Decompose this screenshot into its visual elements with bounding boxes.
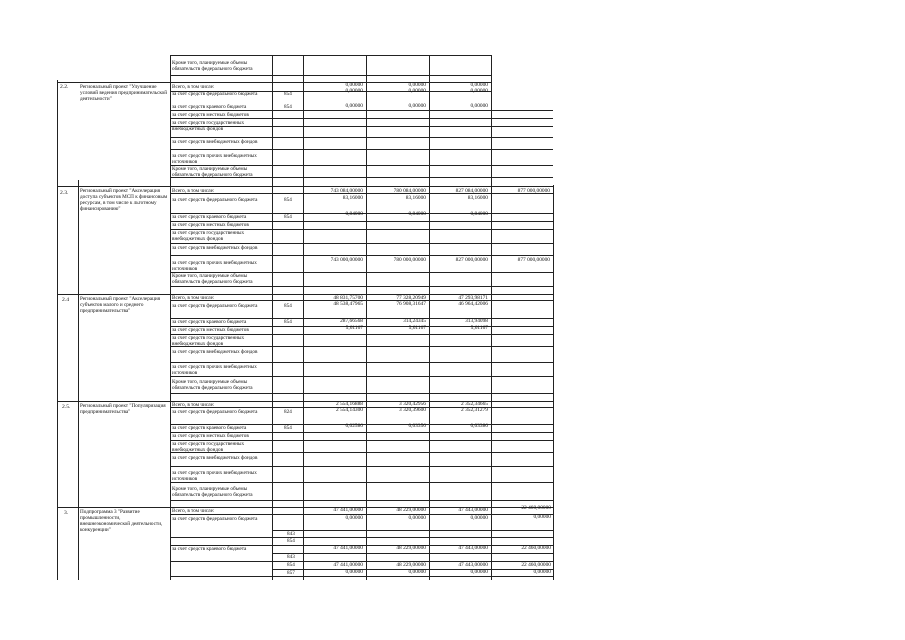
project-title: Региональный проект "Улучшение условий ведения предпринимательской деятельности" (80, 84, 168, 102)
value-cell: 313,94098 (465, 318, 488, 324)
value-cell: 46 964,42006 (458, 301, 488, 307)
label-regional: за счет средств краевого бюджета (172, 214, 247, 220)
value-cell: 0,00000 (345, 103, 363, 109)
value-cell: 0,00000 (408, 103, 426, 109)
label-obligations: Кроме того, планируемые объемы обязательств федерального бюджета (172, 166, 253, 178)
value-cell: 48 229,00000 (396, 507, 426, 513)
value-cell: 3 320,42956 (399, 401, 426, 407)
table-col-divider-y4 (553, 185, 554, 580)
label-regional: за счет средств краевого бюджета (172, 425, 247, 431)
row-rule (170, 255, 553, 256)
value-cell: 0,84000 (345, 211, 363, 217)
row-rule (170, 55, 491, 56)
value-cell: 287,66568 (340, 318, 363, 324)
value-cell: 743 084,00000 (330, 188, 363, 194)
label-local: за счет средств местных бюджетов (172, 433, 249, 439)
value-cell: 743 000,00000 (330, 257, 363, 263)
budget-code: 824 (284, 409, 292, 415)
value-cell: 83,16000 (342, 195, 363, 201)
label-state-funds: за счет средств государственных внебюджетных фондов (172, 120, 245, 132)
label-total: Всего, в том числе: (172, 295, 215, 301)
value-cell: 2 352,34665 (461, 401, 488, 407)
value-cell: 0,00000 (345, 82, 363, 88)
row-rule (170, 286, 553, 287)
label-federal: за счет средств федерального бюджета (172, 303, 258, 309)
row-number: 2.4 (62, 297, 69, 303)
label-federal: за счет средств федерального бюджета (172, 409, 258, 415)
value-cell: 780 000,00000 (393, 257, 426, 263)
value-cell: 0,00000 (408, 515, 426, 521)
project-title: Региональный проект "Акселерация доступа субъектов МСП к финансовым ресурсам, в том числе к льготному финансированию" (80, 188, 168, 212)
budget-code: 854 (284, 91, 292, 97)
row-rule (170, 393, 553, 394)
value-cell: 0,00000 (533, 514, 551, 520)
value-cell: 48 831,75700 (333, 295, 363, 301)
value-cell: 877 000,00000 (517, 257, 550, 263)
label-state-funds: за счет средств государственных внебюджетных фондов (172, 230, 245, 242)
label-state-funds: за счет средств государственных внебюджетных фондов (172, 441, 245, 453)
label-local: за счет средств местных бюджетов (172, 112, 249, 118)
table-border-left (57, 80, 58, 580)
value-cell: 0,00000 (470, 88, 488, 94)
row-rule (170, 137, 553, 138)
budget-code: 854 (284, 425, 292, 431)
row-rule (170, 376, 553, 377)
row-rule (170, 110, 553, 111)
budget-code: 843 (287, 554, 295, 560)
value-cell: 47 293,98171 (458, 295, 488, 301)
value-cell: 22 460,00000 (521, 505, 551, 511)
row-rule (272, 530, 553, 531)
value-cell: 47 443,00000 (458, 507, 488, 513)
table-col-divider-no (78, 180, 79, 580)
budget-code: 857 (287, 570, 295, 576)
value-cell: 5,61167 (408, 325, 426, 331)
row-rule (272, 553, 553, 554)
value-cell: 0,00000 (470, 569, 488, 575)
value-cell: 47 443,00000 (458, 545, 488, 551)
subprogram-title: Подпрограмма 3 "Развитие промышленности, внешнеэкономической деятельности, конкуренции" (80, 509, 163, 533)
value-cell: 22 460,00000 (521, 562, 551, 568)
value-cell: 22 460,00000 (521, 545, 551, 551)
label-local: за счет средств местных бюджетов (172, 222, 249, 228)
label-other-sources: за счет средств прочих внебюджетных источников (172, 260, 257, 272)
value-cell: 2 554,16888 (336, 401, 363, 407)
value-cell: 0,03386 (470, 423, 488, 429)
label-other-sources: за счет средств прочих внебюджетных источников (172, 364, 257, 376)
value-cell: 0,84000 (408, 211, 426, 217)
label-total: Всего, в том числе: (172, 188, 215, 194)
budget-code: 854 (284, 197, 292, 203)
label-regional: за счет средств краевого бюджета (172, 104, 247, 110)
row-rule (170, 466, 553, 467)
value-cell: 76 908,31647 (396, 301, 426, 307)
project-title: Региональный проект "Акселерация субъектов малого и среднего предпринимательства" (80, 296, 161, 314)
label-federal: за счет средств федерального бюджета (172, 516, 258, 522)
budget-code: 854 (284, 319, 292, 325)
budget-code: 843 (287, 531, 295, 537)
value-cell: 47 441,00000 (333, 562, 363, 568)
label-regional: за счет средств краевого бюджета (172, 319, 247, 325)
row-number: 2.3. (60, 190, 69, 196)
value-cell: 47 443,00000 (458, 562, 488, 568)
label-total: Всего, в том числе: (172, 84, 215, 90)
row-rule (170, 243, 553, 244)
value-cell: 83,16000 (405, 195, 426, 201)
row-rule (170, 362, 553, 363)
value-cell: 0,00000 (345, 515, 363, 521)
row-rule (170, 75, 491, 76)
label-federal: за счет средств федерального бюджета (172, 197, 258, 203)
label-regional: за счет средств краевого бюджета (172, 546, 247, 552)
label-other-sources: за счет средств прочих внебюджетных источников (172, 470, 257, 482)
value-cell: 48 538,47965 (333, 301, 363, 307)
label-offbudget-funds: за счет средств внебюджетных фондов (172, 349, 258, 355)
value-cell: 0,00000 (470, 515, 488, 521)
budget-code: 854 (284, 303, 292, 309)
value-cell: 0,00000 (470, 82, 488, 88)
row-rule (170, 537, 553, 538)
label-offbudget-funds: за счет средств внебюджетных фондов (172, 245, 258, 251)
value-cell: 3 320,39600 (399, 407, 426, 413)
row-rule (170, 149, 553, 150)
value-cell: 314,24345 (403, 318, 426, 324)
label-total: Всего, в том числе: (172, 402, 215, 408)
label-offbudget-funds: за счет средств внебюджетных фондов (172, 455, 258, 461)
value-cell: 48 229,00000 (396, 545, 426, 551)
value-cell: 0,00000 (345, 569, 363, 575)
top-obligations-note: Кроме того, планируемые объемы обязательств федерального бюджета (172, 60, 253, 72)
value-cell: 780 084,00000 (393, 188, 426, 194)
row-number: 2.5. (62, 404, 71, 410)
value-cell: 77 328,20949 (396, 295, 426, 301)
label-state-funds: за счет средств государственных внебюджетных фондов (172, 335, 245, 347)
value-cell: 47 441,00000 (333, 545, 363, 551)
label-obligations: Кроме того, планируемые объемы обязательств федерального бюджета (172, 486, 253, 498)
value-cell: 827 084,00000 (455, 188, 488, 194)
label-local: за счет средств местных бюджетов (172, 327, 249, 333)
value-cell: 877 000,00000 (517, 188, 550, 194)
project-title: Региональный проект "Популяризация предпринимательства" (80, 403, 166, 415)
row-number: 3. (64, 510, 69, 516)
block-rule-2-3 (57, 186, 553, 187)
label-obligations: Кроме того, планируемые объемы обязательств федерального бюджета (172, 273, 253, 285)
row-rule (170, 482, 553, 483)
budget-code: 854 (284, 104, 292, 110)
value-cell: 2 352,31279 (461, 407, 488, 413)
value-cell: 5,61167 (470, 325, 488, 331)
label-other-sources: за счет средств прочих внебюджетных источников (172, 153, 257, 165)
value-cell: 48 229,00000 (396, 562, 426, 568)
budget-code: 854 (284, 214, 292, 220)
value-cell: 827 000,00000 (455, 257, 488, 263)
budget-code: 854 (287, 562, 295, 568)
value-cell: 0,00000 (408, 82, 426, 88)
value-cell: 2 554,14300 (336, 407, 363, 413)
row-number: 2.2. (60, 84, 69, 90)
budget-code: 854 (287, 538, 295, 544)
value-cell: 47 441,00000 (333, 507, 363, 513)
label-total: Всего, в том числе: (172, 508, 215, 514)
label-offbudget-funds: за счет средств внебюджетных фондов (172, 139, 258, 145)
value-cell: 83,16000 (467, 195, 488, 201)
value-cell: 5,61167 (345, 325, 363, 331)
label-obligations: Кроме того, планируемые объемы обязательств федерального бюджета (172, 379, 253, 391)
row-rule (170, 500, 553, 501)
value-cell: 0,00000 (345, 88, 363, 94)
row-rule (170, 576, 553, 577)
label-federal: за счет средств федерального бюджета (172, 91, 258, 97)
value-cell: 0,00000 (408, 88, 426, 94)
value-cell: 0,84000 (470, 211, 488, 217)
row-rule (170, 118, 553, 119)
value-cell: 0,00000 (533, 569, 551, 575)
value-cell: 0,02586 (345, 423, 363, 429)
value-cell: 0,00000 (470, 103, 488, 109)
value-cell: 0,00000 (408, 569, 426, 575)
value-cell: 0,03356 (408, 423, 426, 429)
